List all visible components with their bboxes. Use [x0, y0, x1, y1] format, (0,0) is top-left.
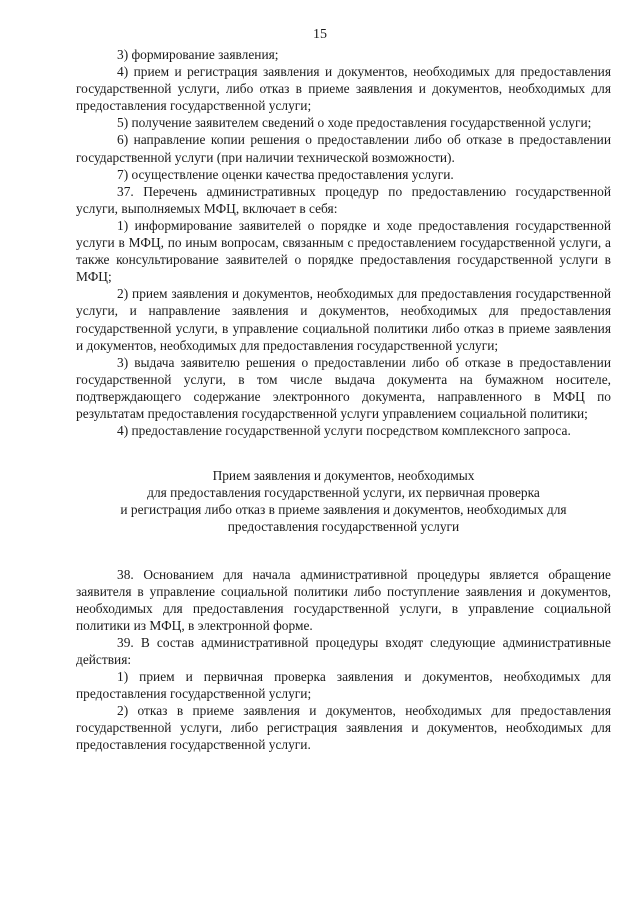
paragraph: 1) информирование заявителей о порядке и ходе предоставления государственной услуги в МФЦ, по иным вопросам, связанным с предоставлением государственной услуги, а также консультирование заявителей о порядке предоставления государственной услуги в МФЦ; — [76, 217, 611, 285]
paragraph: 38. Основанием для начала административной процедуры является обращение заявителя в управление социальной политики либо поступление заявления и документов, необходимых для предоставления государственной услуги, в управление социальной политики из МФЦ, в электронной форме. — [76, 566, 611, 633]
paragraph: 39. В состав административной процедуры входят следующие административные действия: — [76, 634, 611, 667]
paragraph: 1) прием и первичная проверка заявления и документов, необходимых для предоставления государственной услуги; — [76, 669, 611, 702]
section-heading-line: Прием заявления и документов, необходимых — [212, 468, 475, 484]
section-heading-line: и регистрация либо отказ в приеме заявления и документов, необходимых для — [120, 502, 567, 518]
document-body — [76, 46, 611, 754]
page-number: 15 — [313, 27, 327, 42]
paragraph: 2) отказ в приеме заявления и документов, необходимых для предоставления государственной услуги, либо регистрация заявления и документов, необходимых для предоставления государственной услуги. — [76, 703, 611, 753]
section-heading — [76, 467, 611, 535]
paragraph: 37. Перечень административных процедур по предоставлению государственной услуги, выполняемых МФЦ, включает в себя: — [76, 183, 611, 216]
paragraph: 3) формирование заявления; — [117, 47, 279, 62]
paragraph: 6) направление копии решения о предоставлении либо об отказе в предоставлении государственной услуги (при наличии технической возможности). — [76, 132, 611, 165]
section-heading-line: предоставления государственной услуги — [227, 519, 460, 535]
paragraph: 2) прием заявления и документов, необходимых для предоставления государственной услуги, и направление заявления и документов, необходимых для предоставления государственной услуги, в управление социальной политики либо отказ в приеме заявления и документов, необходимых для предоставления государственной услуги; — [76, 286, 611, 353]
paragraph: 4) прием и регистрация заявления и документов, необходимых для предоставления государственной услуги, либо отказ в приеме заявления и документов, необходимых для предоставления государственной услуги; — [76, 64, 611, 114]
paragraph: 7) осуществление оценки качества предоставления услуги. — [117, 166, 454, 182]
paragraph: 5) получение заявителем сведений о ходе предоставления государственной услуги; — [117, 115, 592, 131]
paragraph: 3) выдача заявителю решения о предоставлении либо об отказе в предоставлении государственной услуги, в том числе выдача документа на бумажном носителе, подтверждающего содержание электронного документа, направленного в МФЦ по результатам предоставления государственной услуги управлением социальной политики; — [76, 354, 611, 421]
section-heading-line: для предоставления государственной услуги, их первичная проверка — [147, 485, 540, 501]
paragraph: 4) предоставление государственной услуги посредством комплексного запроса. — [117, 423, 571, 439]
